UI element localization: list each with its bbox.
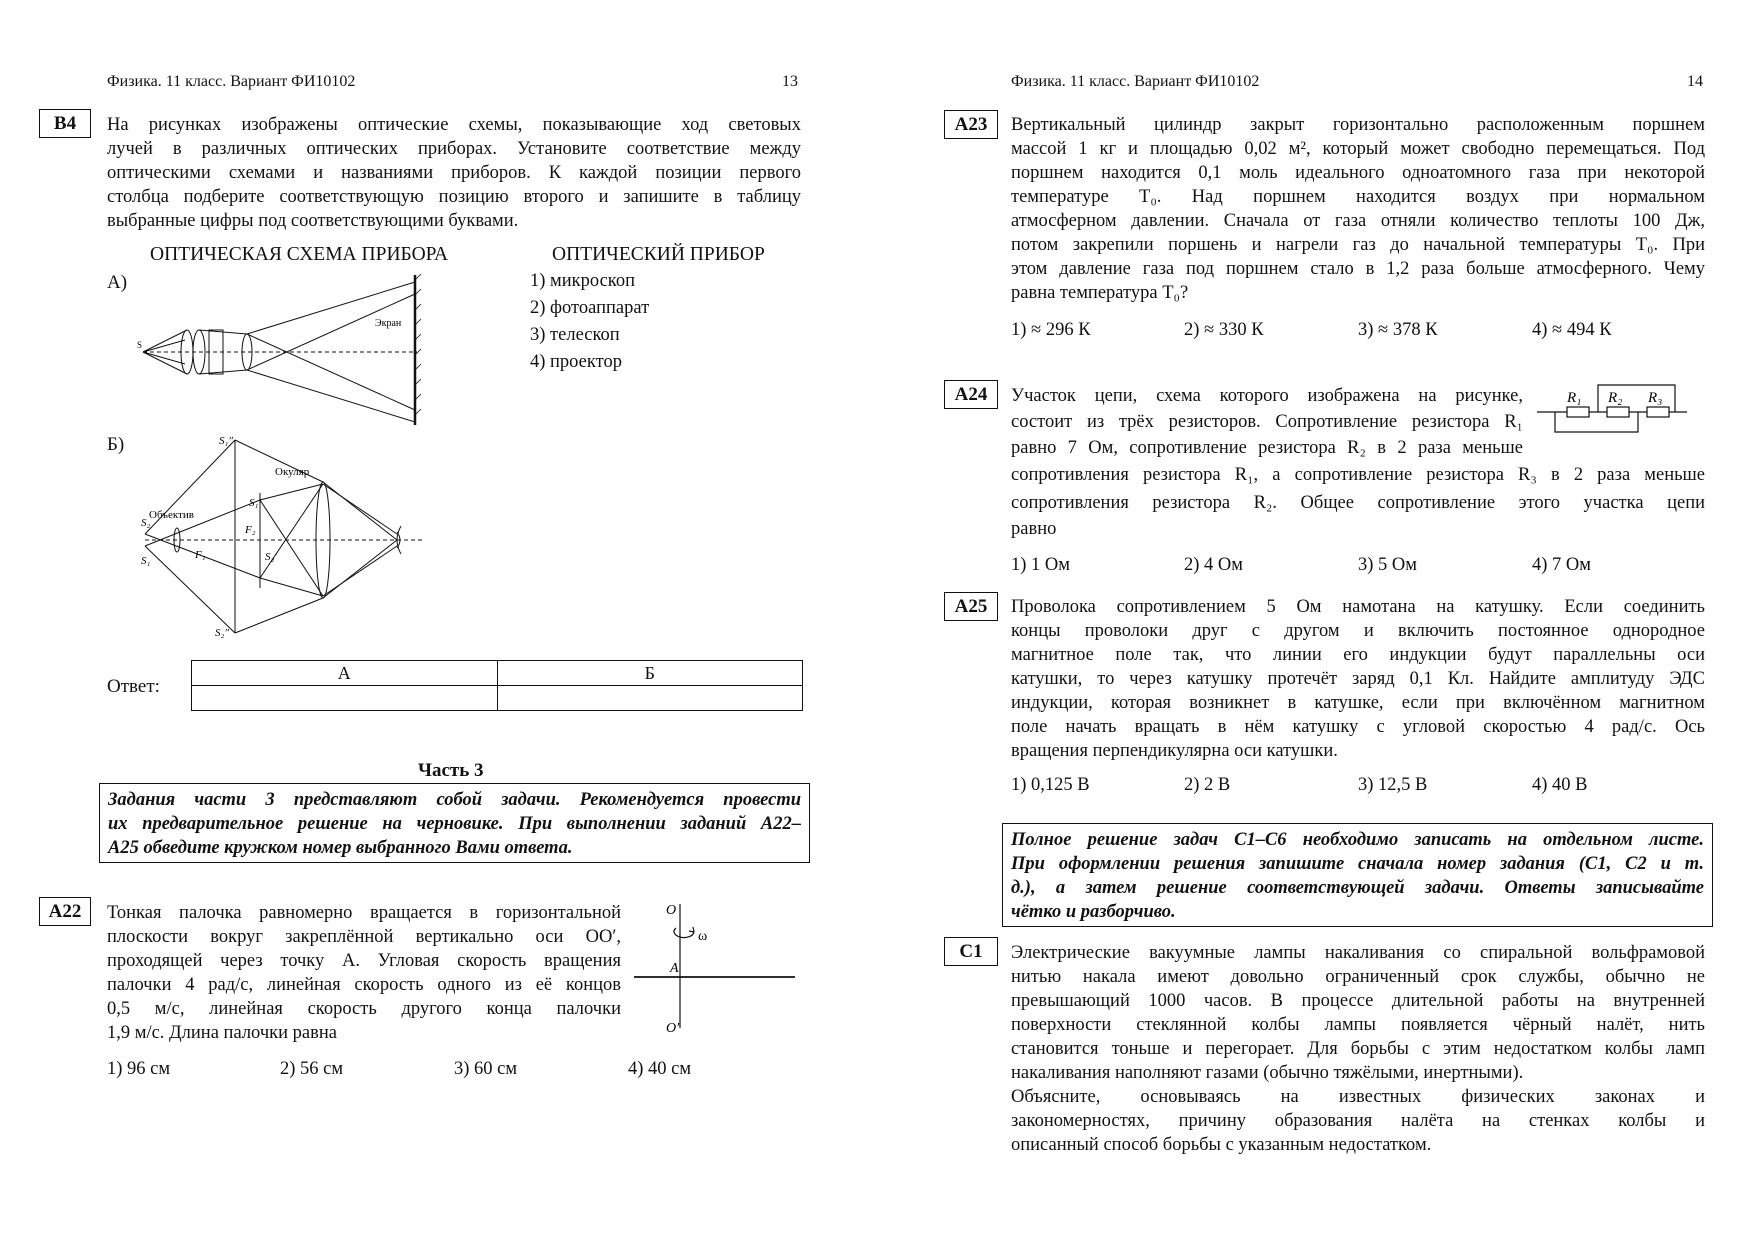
a22-line: Тонкая палочка равномерно вращается в горизонтальной — [107, 903, 621, 923]
b4-line: выбранные цифры под соответствующими буквами. — [107, 211, 519, 231]
scheme-label-b: Б) — [107, 434, 125, 455]
c1-line: нитью накала имеют довольно ограниченный срок службы, обычно не — [1011, 967, 1705, 987]
a24-line: сопротивления резистора R₂. Общее сопротивление этого участка цепи — [1011, 493, 1705, 513]
part3-instructions — [99, 783, 810, 863]
a25-line: катушки, то через катушку протечёт заряд 0,1 Кл. Найдите амплитуду ЭДС — [1011, 669, 1705, 689]
s1-top-label: S₁″ — [219, 435, 233, 447]
c1-text — [1011, 941, 1705, 1157]
a23-line: температуре T₀. Над поршнем находится воздух при нормальном — [1011, 187, 1705, 207]
source-label: S — [137, 340, 143, 350]
task-tag-a24: A24 — [944, 380, 998, 409]
a23-answer-option[interactable]: 3) ≈ 378 К — [1358, 320, 1438, 340]
a25-line: Проволока сопротивлением 5 Ом намотана на катушку. Если соединить — [1011, 597, 1705, 617]
c1-line: Объясните, основываясь на известных физических законах и — [1011, 1087, 1705, 1107]
part3-title: Часть 3 — [418, 760, 484, 781]
a22-rotation-figure — [630, 898, 800, 1038]
s2-mid-label: S₂′ — [265, 551, 277, 563]
a22-line: 1,9 м/с. Длина палочки равна — [107, 1023, 337, 1043]
left-page-header-title: Физика. 11 класс. Вариант ФИ10102 — [107, 73, 356, 90]
a23-text — [1011, 113, 1705, 305]
a25-text — [1011, 595, 1705, 763]
a23-line: поршнем находится 0,1 моль идеального одноатомного газа при некоторой — [1011, 163, 1705, 183]
c1-line: закономерностях, причину образования налёта на стенках колбы и — [1011, 1111, 1705, 1131]
rotation-arrow-icon — [674, 928, 694, 938]
b4-line: оптическими схемами и названиями приборов. К каждой позиции первого — [107, 163, 801, 183]
right-page-header-title: Физика. 11 класс. Вариант ФИ10102 — [1011, 73, 1260, 90]
c1-line: накаливания наполняют газами (обычно тяжёлыми, инертными). — [1011, 1063, 1524, 1083]
instruction-line: A25 обведите кружком номер выбранного Вами ответа. — [108, 838, 573, 858]
axis-label-o-prime: O′ — [666, 1021, 680, 1036]
a25-line: индукции, которая возникнет в катушке, если при включённом магнитном — [1011, 693, 1705, 713]
left-page-number: 13 — [782, 73, 798, 90]
optical-device-column-title: ОПТИЧЕСКИЙ ПРИБОР — [552, 244, 765, 265]
answer-label: Ответ: — [107, 676, 160, 697]
instruction-line: их предварительное решение на черновике. При выполнении заданий A22– — [108, 814, 801, 834]
objective-label: Объектив — [149, 509, 194, 521]
circuit-diagram-figure — [1535, 380, 1690, 440]
a24-line: Участок цепи, схема которого изображена на рисунке, — [1011, 386, 1523, 406]
a23-answer-option[interactable]: 4) ≈ 494 К — [1532, 320, 1612, 340]
a25-line: концы проволоки друг с другом и включить постоянное однородное — [1011, 621, 1705, 641]
instruction-line: чётко и разборчиво. — [1011, 902, 1176, 922]
a24-line: состоит из трёх резисторов. Сопротивление резистора R₁ — [1011, 412, 1523, 432]
s1-mid-label: S₁′ — [249, 497, 261, 509]
a23-line: массой 1 кг и площадью 0,02 м², который может свободно перемещаться. Под — [1011, 139, 1705, 159]
answer-cell-b[interactable] — [497, 686, 803, 711]
point-label-a: A — [670, 961, 679, 976]
eyepiece-label: Окуляр — [275, 466, 310, 478]
c1-line: становится тоньше и перегорает. Для борьбы с этим недостатком колбы ламп — [1011, 1039, 1705, 1059]
a23-answer-option[interactable]: 2) ≈ 330 К — [1184, 320, 1264, 340]
b4-line: На рисунках изображены оптические схемы, показывающие ход световых — [107, 115, 801, 135]
s2-left-label: S₂ — [141, 517, 151, 529]
a24-answer-option[interactable]: 4) 7 Ом — [1532, 555, 1591, 575]
b4-line: столбца подберите соответствующую позицию второго и запишите в таблицу — [107, 187, 801, 207]
a22-line: 0,5 м/с, линейная скорость другого конца палочки — [107, 999, 621, 1019]
instruction-line: При оформлении решения запишите сначала номер задания (C1, C2 и т. — [1011, 854, 1704, 874]
optical-scheme-column-title: ОПТИЧЕСКАЯ СХЕМА ПРИБОРА — [150, 244, 449, 265]
device-item: 3) телескоп — [530, 325, 620, 345]
instruction-line: Полное решение задач C1–C6 необходимо записать на отдельном листе. — [1011, 830, 1704, 850]
c1-line: описанный способ борьбы с указанным недостатком. — [1011, 1135, 1432, 1155]
a23-line: равна температура T₀? — [1011, 283, 1189, 303]
answer-table — [191, 660, 803, 711]
c-part-instructions — [1002, 823, 1713, 927]
r2-label: R₂ — [1608, 390, 1623, 406]
a22-line: палочки 4 рад/с, линейная скорость одного из её концов — [107, 975, 621, 995]
a23-line: потом закрепили поршень и нагрели газ до начальной температуры T₀. При — [1011, 235, 1705, 255]
a24-line: равно 7 Ом, сопротивление резистора R₂ в 2 раза меньше — [1011, 438, 1523, 458]
b4-line: лучей в различных оптических приборах. Установите соответствие между — [107, 139, 801, 159]
right-page-number: 14 — [1687, 73, 1703, 90]
a25-answer-option[interactable]: 4) 40 В — [1532, 775, 1588, 795]
task-tag-b4: B4 — [39, 109, 91, 138]
device-item: 1) микроскоп — [530, 271, 636, 291]
instruction-line: Задания части 3 представляют собой задачи. Рекомендуется провести — [108, 790, 801, 810]
a22-answer-option[interactable]: 3) 60 см — [454, 1059, 518, 1079]
f2-label: F₂ — [245, 524, 256, 536]
a25-line: поле начать вращать в нём катушку с угловой скоростью 4 рад/с. Ось — [1011, 717, 1705, 737]
resistor-r1 — [1567, 407, 1589, 417]
a25-answer-option[interactable]: 2) 2 В — [1184, 775, 1231, 795]
r1-label: R₁ — [1567, 390, 1582, 406]
a23-line: атмосферном давлении. Сначала от газа отняли количество теплоты 100 Дж, — [1011, 211, 1705, 231]
a24-text-top — [1011, 383, 1523, 461]
a23-answer-option[interactable]: 1) ≈ 296 К — [1011, 320, 1091, 340]
a22-answer-option[interactable]: 2) 56 см — [280, 1059, 344, 1079]
a22-line: плоскости вокруг закреплённой вертикально оси OO′, — [107, 927, 621, 947]
a25-line: вращения перпендикулярна оси катушки. — [1011, 741, 1338, 761]
a23-line: этом давление газа под поршнем стало в 1,2 раза больше атмосферного. Чему — [1011, 259, 1705, 279]
a24-answer-option[interactable]: 3) 5 Ом — [1358, 555, 1417, 575]
scheme-label-a: А) — [107, 272, 128, 293]
resistor-r3 — [1647, 407, 1669, 417]
b4-text — [107, 113, 801, 233]
task-tag-a23: A23 — [944, 110, 998, 139]
device-list — [530, 268, 649, 376]
answer-cell-a[interactable] — [192, 686, 498, 711]
c1-line: поверхности стеклянной колбы лампы появляется чёрный налёт, нить — [1011, 1015, 1705, 1035]
f1-label: F₁ — [195, 549, 206, 561]
c1-line: Электрические вакуумные лампы накаливания со спиральной вольфрамовой — [1011, 943, 1705, 963]
a24-text-bottom — [1011, 461, 1705, 541]
s1-left-label: S₁ — [141, 555, 151, 567]
arrow-head — [689, 927, 694, 932]
answer-col-b-header: Б — [497, 661, 803, 686]
s2-bottom-label: S₂″ — [215, 627, 229, 639]
task-tag-a22: A22 — [39, 897, 91, 926]
axis-label-o: O — [666, 903, 677, 918]
a22-text — [107, 901, 621, 1045]
a24-line: сопротивления резистора R₁, а сопротивление резистора R₃ в 2 раза меньше — [1011, 465, 1705, 485]
a22-answer-option[interactable]: 4) 40 см — [628, 1059, 692, 1079]
a25-answer-option[interactable]: 3) 12,5 В — [1358, 775, 1428, 795]
screen-label: Экран — [375, 318, 402, 329]
a22-line: проходящей через точку A. Угловая скорость вращения — [107, 951, 621, 971]
device-item: 4) проектор — [530, 352, 622, 372]
instruction-line: д.), а затем решение соответствующей задачи. Ответы записывайте — [1011, 878, 1704, 898]
a24-line: равно — [1011, 519, 1057, 539]
task-tag-c1: C1 — [944, 937, 998, 966]
answer-col-a-header: А — [192, 661, 498, 686]
c1-line: превышающий 1000 часов. В процессе длительной работы на внутренней — [1011, 991, 1705, 1011]
a24-answer-option[interactable]: 1) 1 Ом — [1011, 555, 1070, 575]
a25-answer-option[interactable]: 1) 0,125 В — [1011, 775, 1090, 795]
omega-label: ω — [698, 929, 708, 944]
optical-scheme-a-figure — [135, 270, 425, 430]
a23-line: Вертикальный цилиндр закрыт горизонтально расположенным поршнем — [1011, 115, 1705, 135]
optical-scheme-b-figure — [135, 428, 435, 643]
a25-line: магнитное поле так, что линии его индукции будут параллельны оси — [1011, 645, 1705, 665]
a24-answer-option[interactable]: 2) 4 Ом — [1184, 555, 1243, 575]
task-tag-a25: A25 — [944, 592, 998, 621]
resistor-r2 — [1607, 407, 1629, 417]
r3-label: R₃ — [1648, 390, 1663, 406]
device-item: 2) фотоаппарат — [530, 298, 650, 318]
a22-answer-option[interactable]: 1) 96 см — [107, 1059, 171, 1079]
